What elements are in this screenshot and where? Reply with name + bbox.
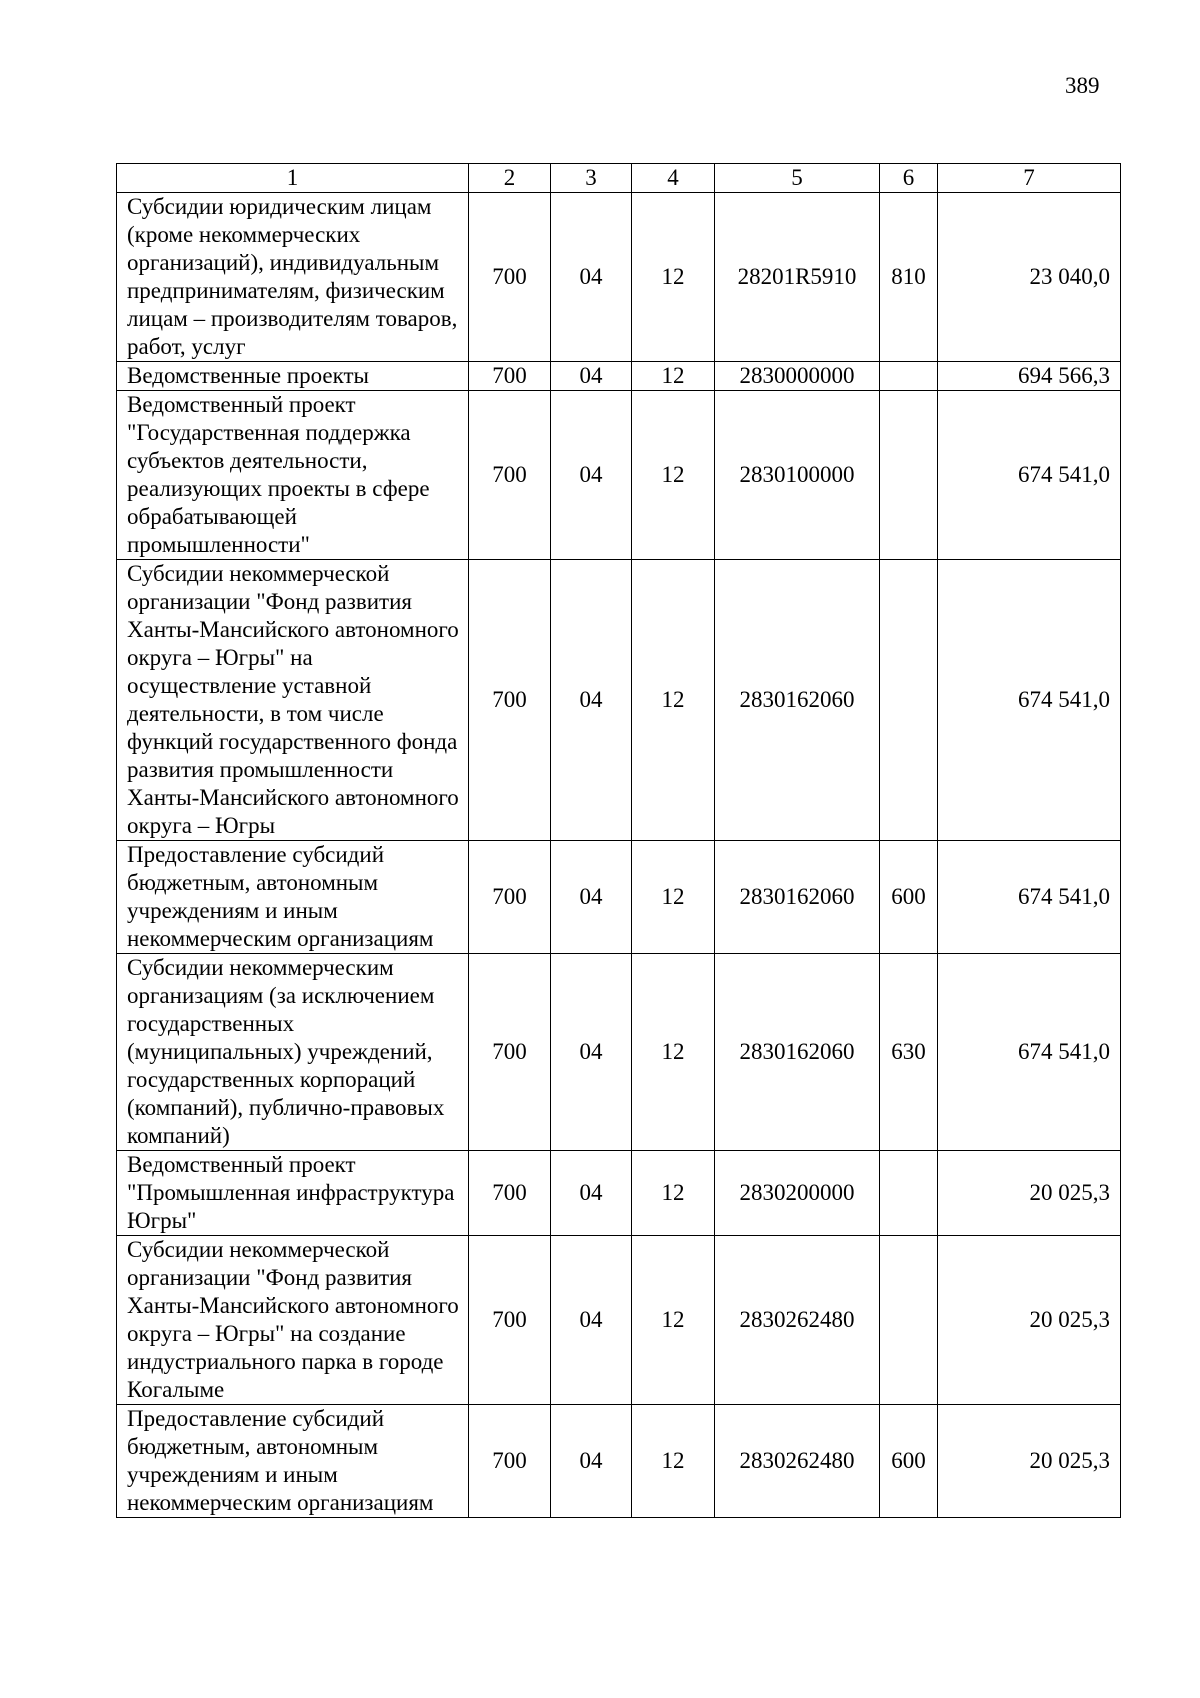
amount-cell: 694 566,3 xyxy=(938,362,1121,391)
target-article-cell: 2830262480 xyxy=(715,1236,880,1405)
row-name-cell: Субсидии некоммерческим организациям (за исключением государственных (муниципальных) учреждений, государственных корпораций (компаний), публично-правовых компаний) xyxy=(117,954,469,1151)
grbs-code-cell: 700 xyxy=(469,1151,551,1236)
grbs-code-cell: 700 xyxy=(469,193,551,362)
target-article-cell: 2830000000 xyxy=(715,362,880,391)
subsection-code-cell: 12 xyxy=(632,362,715,391)
subsection-code-cell: 12 xyxy=(632,193,715,362)
target-article-cell: 2830100000 xyxy=(715,391,880,560)
expense-type-cell: 600 xyxy=(880,841,938,954)
column-header: 4 xyxy=(632,164,715,193)
target-article-cell: 2830162060 xyxy=(715,841,880,954)
amount-cell: 23 040,0 xyxy=(938,193,1121,362)
column-header: 5 xyxy=(715,164,880,193)
grbs-code-cell: 700 xyxy=(469,841,551,954)
table-row xyxy=(117,1405,1121,1518)
expense-type-cell: 600 xyxy=(880,1405,938,1518)
budget-table xyxy=(116,163,1121,1518)
amount-cell: 674 541,0 xyxy=(938,841,1121,954)
target-article-cell: 2830262480 xyxy=(715,1405,880,1518)
subsection-code-cell: 12 xyxy=(632,841,715,954)
column-header: 1 xyxy=(117,164,469,193)
section-code-cell: 04 xyxy=(551,841,632,954)
grbs-code-cell: 700 xyxy=(469,954,551,1151)
section-code-cell: 04 xyxy=(551,560,632,841)
amount-cell: 20 025,3 xyxy=(938,1405,1121,1518)
column-header: 6 xyxy=(880,164,938,193)
table-row xyxy=(117,362,1121,391)
row-name-cell: Субсидии некоммерческой организации "Фонд развития Ханты-Мансийского автономного округа – Югры" на создание индустриального парка в городе Когалыме xyxy=(117,1236,469,1405)
table-row xyxy=(117,1236,1121,1405)
target-article-cell: 2830162060 xyxy=(715,560,880,841)
page-number: 389 xyxy=(1065,73,1100,98)
section-code-cell: 04 xyxy=(551,1151,632,1236)
row-name-cell: Предоставление субсидий бюджетным, автономным учреждениям и иным некоммерческим организациям xyxy=(117,1405,469,1518)
row-name-cell: Субсидии некоммерческой организации "Фонд развития Ханты-Мансийского автономного округа – Югры" на осуществление уставной деятельности, в том числе функций государственного фонда развития промышленности Ханты-Мансийского автономного округа – Югры xyxy=(117,560,469,841)
grbs-code-cell: 700 xyxy=(469,560,551,841)
row-name-cell: Субсидии юридическим лицам (кроме некоммерческих организаций), индивидуальным предпринимателям, физическим лицам – производителям товаров, работ, услуг xyxy=(117,193,469,362)
expense-type-cell xyxy=(880,391,938,560)
expense-type-cell xyxy=(880,560,938,841)
section-code-cell: 04 xyxy=(551,1236,632,1405)
section-code-cell: 04 xyxy=(551,193,632,362)
column-header: 7 xyxy=(938,164,1121,193)
subsection-code-cell: 12 xyxy=(632,391,715,560)
table-row xyxy=(117,954,1121,1151)
section-code-cell: 04 xyxy=(551,954,632,1151)
grbs-code-cell: 700 xyxy=(469,362,551,391)
grbs-code-cell: 700 xyxy=(469,391,551,560)
table-row xyxy=(117,193,1121,362)
amount-cell: 674 541,0 xyxy=(938,391,1121,560)
row-name-cell: Ведомственный проект "Государственная поддержка субъектов деятельности, реализующих проекты в сфере обрабатывающей промышленности" xyxy=(117,391,469,560)
expense-type-cell: 630 xyxy=(880,954,938,1151)
column-header: 2 xyxy=(469,164,551,193)
subsection-code-cell: 12 xyxy=(632,1236,715,1405)
amount-cell: 674 541,0 xyxy=(938,954,1121,1151)
section-code-cell: 04 xyxy=(551,362,632,391)
section-code-cell: 04 xyxy=(551,391,632,560)
amount-cell: 20 025,3 xyxy=(938,1236,1121,1405)
row-name-cell: Ведомственные проекты xyxy=(117,362,469,391)
table-row xyxy=(117,391,1121,560)
table-row xyxy=(117,841,1121,954)
table-row xyxy=(117,560,1121,841)
subsection-code-cell: 12 xyxy=(632,1151,715,1236)
target-article-cell: 28201R5910 xyxy=(715,193,880,362)
row-name-cell: Предоставление субсидий бюджетным, автономным учреждениям и иным некоммерческим организациям xyxy=(117,841,469,954)
expense-type-cell xyxy=(880,1151,938,1236)
target-article-cell: 2830200000 xyxy=(715,1151,880,1236)
expense-type-cell xyxy=(880,1236,938,1405)
table-header-row xyxy=(117,164,1121,193)
subsection-code-cell: 12 xyxy=(632,954,715,1151)
column-header: 3 xyxy=(551,164,632,193)
subsection-code-cell: 12 xyxy=(632,1405,715,1518)
section-code-cell: 04 xyxy=(551,1405,632,1518)
grbs-code-cell: 700 xyxy=(469,1236,551,1405)
expense-type-cell xyxy=(880,362,938,391)
row-name-cell: Ведомственный проект "Промышленная инфраструктура Югры" xyxy=(117,1151,469,1236)
table-row xyxy=(117,1151,1121,1236)
grbs-code-cell: 700 xyxy=(469,1405,551,1518)
expense-type-cell: 810 xyxy=(880,193,938,362)
target-article-cell: 2830162060 xyxy=(715,954,880,1151)
amount-cell: 20 025,3 xyxy=(938,1151,1121,1236)
subsection-code-cell: 12 xyxy=(632,560,715,841)
amount-cell: 674 541,0 xyxy=(938,560,1121,841)
